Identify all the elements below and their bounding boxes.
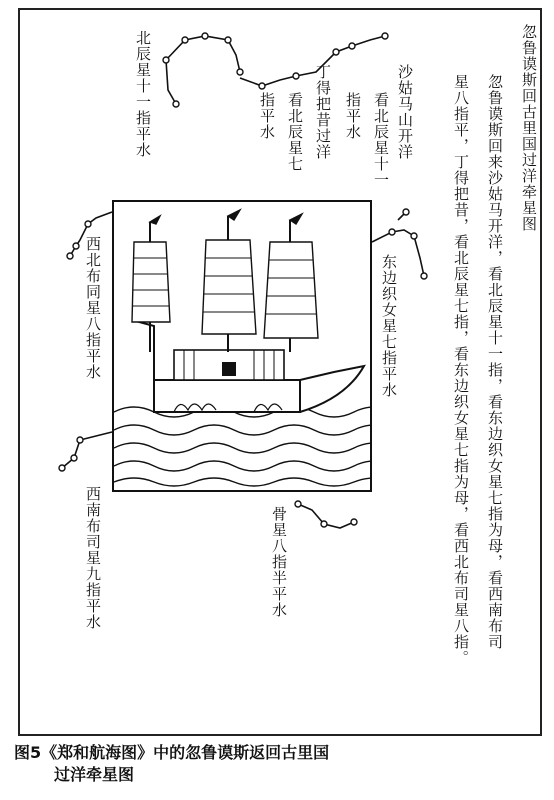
label-bottom-star: 骨星八指半平水	[270, 506, 288, 618]
ship-illustration	[112, 200, 372, 492]
label-dingde-line-2: 看北辰星七	[286, 92, 304, 172]
label-east-vega: 东边织女星七指平水	[380, 254, 398, 398]
figure-caption	[14, 742, 544, 786]
ship-drawing	[114, 202, 370, 490]
label-southwest-star: 西南布司星九指平水	[84, 486, 102, 630]
caption-line-1: 图5《郑和航海图》中的忽鲁谟斯返回古里国	[14, 743, 330, 762]
map-title: 忽鲁谟斯回古里国过洋牵星图	[520, 24, 538, 232]
label-shagu-line-1: 沙姑马山开洋	[396, 64, 414, 160]
label-dingde-line-1: 丁得把昔过洋	[314, 64, 332, 160]
label-north-star-eleven: 北辰星十一指平水	[134, 30, 152, 158]
label-dingde-line-3: 指平水	[258, 92, 276, 140]
main-text-column-1: 忽鲁谟斯回来沙姑马开洋，看北辰星十一指，看东边织女星七指为母，看西南布司	[486, 74, 504, 650]
label-shagu-line-3: 指平水	[344, 92, 362, 140]
label-shagu-line-2: 看北辰星十一	[372, 92, 390, 188]
caption-line-2: 过洋牵星图	[54, 765, 135, 784]
main-text-column-2: 星八指平，丁得把昔，看北辰星七指，看东边织女星七指为母，看西北布司星八指。	[452, 74, 470, 666]
label-northwest-star: 西北布同星八指平水	[84, 236, 102, 380]
